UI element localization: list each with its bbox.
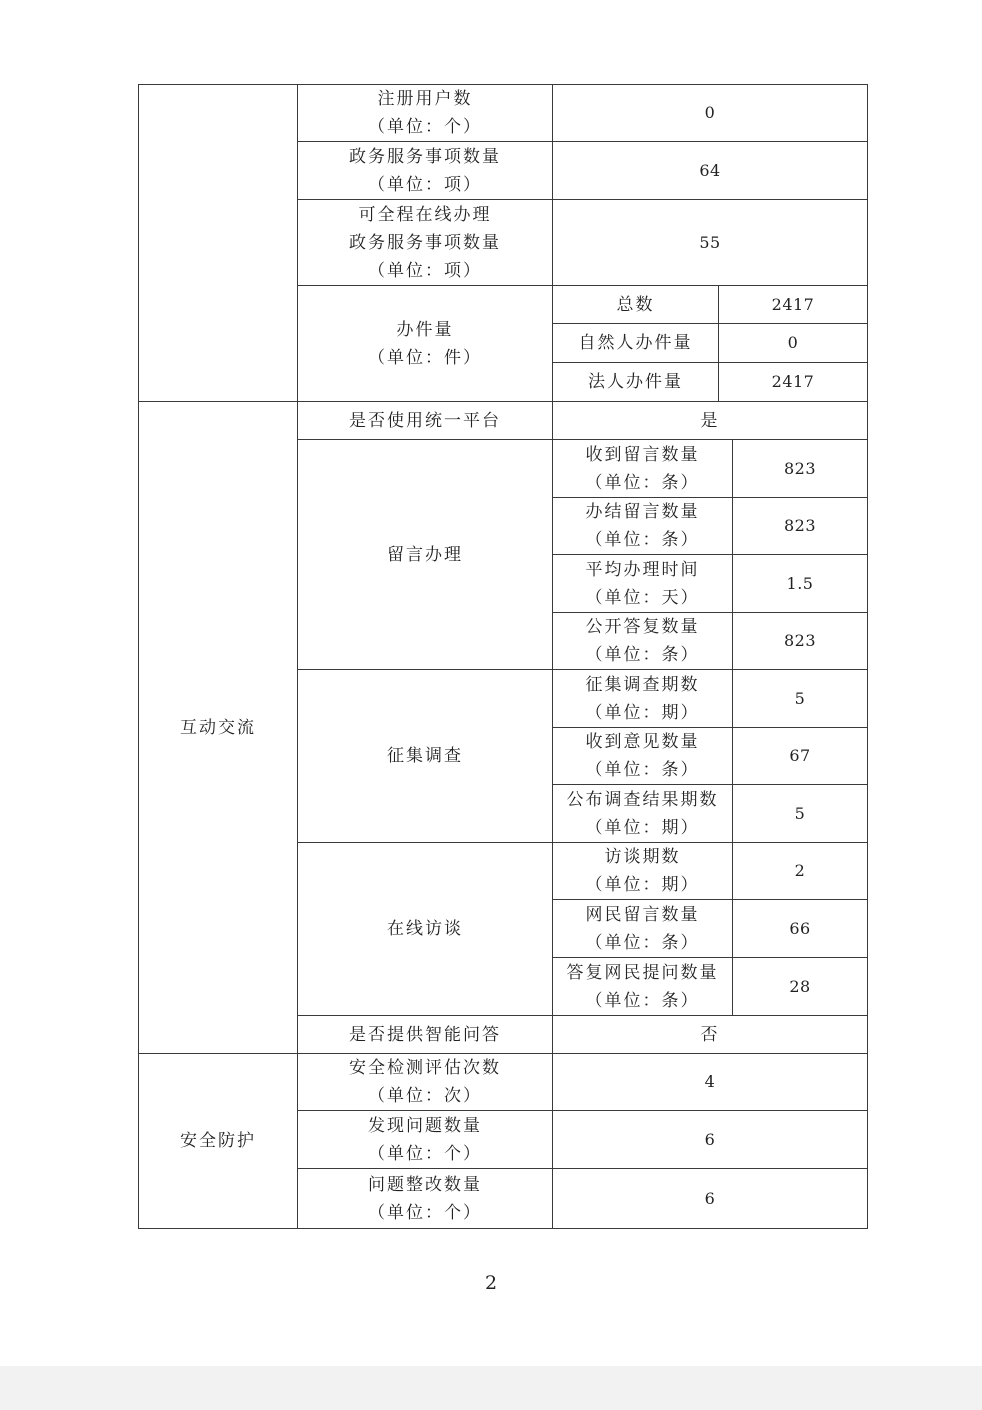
online-items-value: 55 xyxy=(699,232,721,252)
interview-replies-value: 28 xyxy=(789,976,811,996)
interview-replies-label: 答复网民提问数量 （单位：条） xyxy=(566,962,719,1011)
problems-found-value: 6 xyxy=(704,1129,716,1149)
cases-total-label: 总数 xyxy=(616,294,655,315)
registered-users-value: 0 xyxy=(704,103,716,122)
problems-fixed-label: 问题整改数量 （单位：个） xyxy=(368,1174,482,1223)
messages-received-label: 收到留言数量 （单位：条） xyxy=(585,444,700,493)
interview-messages-label: 网民留言数量 （单位：条） xyxy=(585,904,700,953)
smart-qa-label: 是否提供智能问答 xyxy=(349,1024,501,1045)
table-border xyxy=(867,84,868,1229)
messages-received-value: 823 xyxy=(783,458,817,478)
messages-avg-time-value: 1.5 xyxy=(786,573,814,593)
messages-avg-time-label: 平均办理时间 （单位：天） xyxy=(585,559,700,608)
interaction-section-label: 互动交流 xyxy=(180,717,256,738)
survey-periods-label: 征集调查期数 （单位：期） xyxy=(585,674,700,723)
interview-periods-label: 访谈期数 （单位：期） xyxy=(585,847,700,895)
survey-results-value: 5 xyxy=(794,803,806,823)
messages-public-reply-label: 公开答复数量 （单位：条） xyxy=(585,617,700,665)
smart-qa-value: 否 xyxy=(700,1024,720,1045)
problems-found-label: 发现问题数量 （单位：个） xyxy=(368,1115,482,1164)
service-items-label: 政务服务事项数量 （单位：项） xyxy=(349,146,501,195)
online-items-label: 可全程在线办理 政务服务事项数量 （单位：项） xyxy=(349,204,501,281)
survey-results-label: 公布调查结果期数 （单位：期） xyxy=(566,789,719,838)
table-border xyxy=(138,1228,868,1229)
messages-closed-value: 823 xyxy=(783,516,817,535)
interview-messages-value: 66 xyxy=(789,918,811,938)
survey-periods-value: 5 xyxy=(794,688,806,708)
interview-periods-value: 2 xyxy=(794,861,806,880)
unified-platform-value: 是 xyxy=(700,410,720,431)
service-items-value: 64 xyxy=(699,160,721,180)
security-checks-label: 安全检测评估次数 （单位：次） xyxy=(349,1058,501,1106)
problems-fixed-value: 6 xyxy=(704,1188,716,1208)
survey-label: 征集调查 xyxy=(387,746,463,766)
cases-label: 办件量 （单位：件） xyxy=(368,319,482,368)
viewer-footer-bar xyxy=(0,1366,982,1410)
security-section-label: 安全防护 xyxy=(180,1131,256,1151)
registered-users-label: 注册用户数 （单位：个） xyxy=(368,89,482,137)
cases-natural-label: 自然人办件量 xyxy=(578,333,693,353)
cases-legal-value: 2417 xyxy=(771,372,815,391)
interview-label: 在线访谈 xyxy=(387,919,463,939)
messages-public-reply-value: 823 xyxy=(783,631,817,650)
messages-label: 留言办理 xyxy=(387,544,463,565)
survey-opinions-value: 67 xyxy=(789,746,811,765)
cases-total-value: 2417 xyxy=(771,294,815,314)
cases-natural-value: 0 xyxy=(787,333,799,352)
unified-platform-label: 是否使用统一平台 xyxy=(349,410,501,431)
messages-closed-label: 办结留言数量 （单位：条） xyxy=(585,502,700,550)
page-number: 2 xyxy=(484,1272,498,1294)
survey-opinions-label: 收到意见数量 （单位：条） xyxy=(585,732,700,780)
cases-legal-label: 法人办件量 xyxy=(588,372,683,392)
security-checks-value: 4 xyxy=(704,1072,716,1091)
